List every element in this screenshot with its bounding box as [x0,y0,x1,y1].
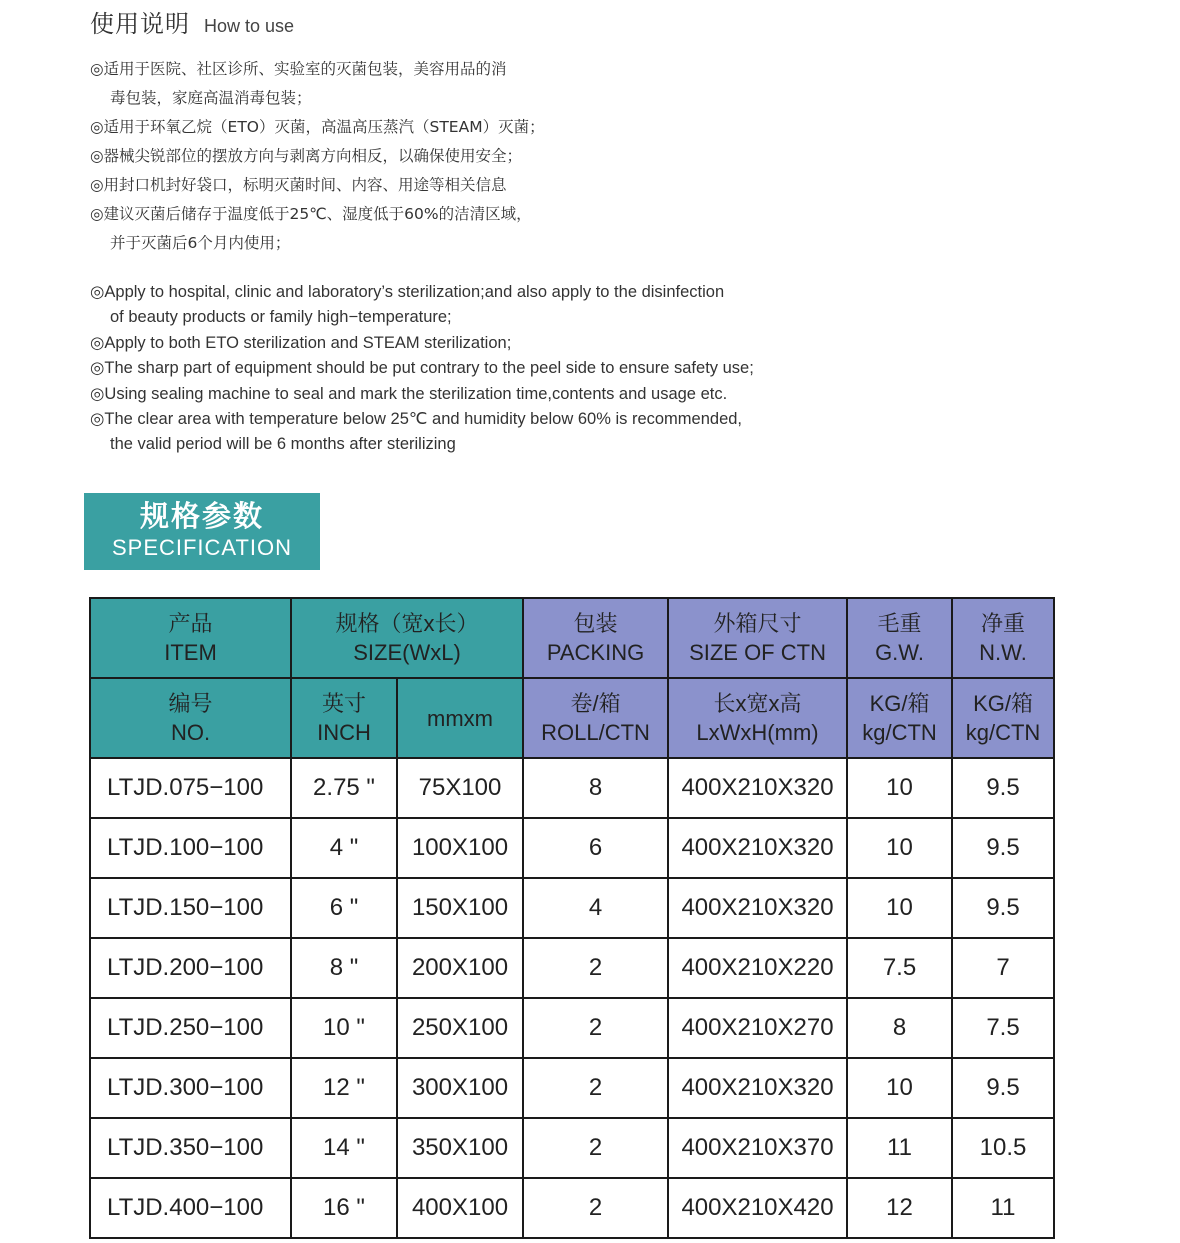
cell-roll: 2 [523,1178,668,1238]
table-row [90,938,1054,998]
cell-mm: 200X100 [397,938,523,998]
cell-roll: 6 [523,818,668,878]
cell-inch: 12 " [291,1058,397,1118]
cell-inch: 6 " [291,878,397,938]
bullet-icon: ◎ [90,60,104,78]
bullet-icon: ◎ [90,118,104,136]
cell-roll: 2 [523,998,668,1058]
instructions-en [90,280,910,458]
col-header-mm: mmxm [397,678,523,758]
cell-mm: 75X100 [397,758,523,818]
cell-inch: 16 " [291,1178,397,1238]
bullet-icon: ◎ [90,333,105,352]
bullet-icon: ◎ [90,384,105,403]
cell-no: LTJD.100−100 [90,818,291,878]
cell-nw: 7 [952,938,1054,998]
list-item: ◎The clear area with temperature below 25℃ and humidity below 60% is recommended, the valid period will be 6 months after sterilizing [90,410,743,454]
cell-roll: 2 [523,938,668,998]
cell-ctn: 400X210X320 [668,878,847,938]
cell-inch: 2.75 " [291,758,397,818]
list-item: ◎适用于医院、社区诊所、实验室的灭菌包装，美容用品的消 毒包装，家庭高温消毒包装； [90,60,507,107]
table-body [90,758,1054,1238]
header-row-2 [90,678,1054,758]
cell-gw: 8 [847,998,952,1058]
cell-roll: 2 [523,1118,668,1178]
cell-nw: 9.5 [952,1058,1054,1118]
col-header-gw-unit: KG/箱 kg/CTN [847,678,952,758]
title-zh: 使用说明 [90,10,190,38]
cell-gw: 10 [847,818,952,878]
cell-nw: 11 [952,1178,1054,1238]
col-header-nw: 净重 N.W. [952,598,1054,678]
cell-ctn: 400X210X370 [668,1118,847,1178]
cell-mm: 150X100 [397,878,523,938]
cell-mm: 400X100 [397,1178,523,1238]
col-header-gw: 毛重 G.W. [847,598,952,678]
bullet-icon: ◎ [90,283,105,301]
specification-banner [84,493,320,570]
cell-mm: 250X100 [397,998,523,1058]
specification-table [89,597,1055,1239]
cell-ctn: 400X210X420 [668,1178,847,1238]
cell-no: LTJD.200−100 [90,938,291,998]
cell-no: LTJD.400−100 [90,1178,291,1238]
cell-mm: 350X100 [397,1118,523,1178]
table-row [90,758,1054,818]
cell-inch: 4 " [291,818,397,878]
cell-roll: 8 [523,758,668,818]
cell-ctn: 400X210X320 [668,1058,847,1118]
bullet-icon: ◎ [90,359,105,378]
header-row-1 [90,598,1054,678]
col-header-no: 编号 NO. [90,678,291,758]
title-en: How to use [204,16,295,36]
spec-title-en: SPECIFICATION [111,535,293,560]
table-row [90,1118,1054,1178]
cell-gw: 10 [847,758,952,818]
cell-gw: 7.5 [847,938,952,998]
cell-no: LTJD.350−100 [90,1118,291,1178]
cell-inch: 14 " [291,1118,397,1178]
col-header-ctn: 外箱尺寸 SIZE OF CTN [668,598,847,678]
bullet-icon: ◎ [90,410,105,429]
col-header-roll: 卷/箱 ROLL/CTN [523,678,668,758]
col-header-nw-unit: KG/箱 kg/CTN [952,678,1054,758]
cell-gw: 10 [847,1058,952,1118]
list-item: ◎Using sealing machine to seal and mark the sterilization time,contents and usage etc. [90,384,728,403]
cell-roll: 4 [523,878,668,938]
cell-nw: 9.5 [952,818,1054,878]
cell-no: LTJD.075−100 [90,758,291,818]
instructions-zh [90,55,790,258]
cell-mm: 100X100 [397,818,523,878]
table-row [90,818,1054,878]
cell-ctn: 400X210X320 [668,758,847,818]
cell-ctn: 400X210X220 [668,938,847,998]
cell-gw: 10 [847,878,952,938]
cell-inch: 10 " [291,998,397,1058]
cell-nw: 9.5 [952,878,1054,938]
list-item: ◎Apply to hospital, clinic and laboratory’s sterilization;and also apply to the disinfection of beauty products or family high−temperature; [90,283,725,327]
cell-inch: 8 " [291,938,397,998]
cell-gw: 11 [847,1118,952,1178]
cell-nw: 9.5 [952,758,1054,818]
cell-mm: 300X100 [397,1058,523,1118]
table-row [90,998,1054,1058]
list-item: ◎器械尖锐部位的摆放方向与剥离方向相反，以确保使用安全； [90,147,523,165]
list-item: ◎用封口机封好袋口，标明灭菌时间、内容、用途等相关信息 [90,176,507,194]
table-row [90,1058,1054,1118]
cell-nw: 7.5 [952,998,1054,1058]
cell-ctn: 400X210X270 [668,998,847,1058]
table-row [90,878,1054,938]
bullet-icon: ◎ [90,176,104,194]
cell-no: LTJD.150−100 [90,878,291,938]
list-item: ◎The sharp part of equipment should be put contrary to the peel side to ensure safety use; [90,359,754,378]
bullet-icon: ◎ [90,147,104,165]
cell-gw: 12 [847,1178,952,1238]
cell-nw: 10.5 [952,1118,1054,1178]
col-header-inch: 英寸 INCH [291,678,397,758]
col-header-item: 产品 ITEM [90,598,291,678]
spec-title-zh: 规格参数 [139,499,264,533]
list-item: ◎Apply to both ETO sterilization and STEAM sterilization; [90,333,512,352]
cell-roll: 2 [523,1058,668,1118]
page-title [90,4,294,39]
cell-no: LTJD.250−100 [90,998,291,1058]
col-header-dim: 长x宽x高 LxWxH(mm) [668,678,847,758]
table-row [90,1178,1054,1238]
cell-no: LTJD.300−100 [90,1058,291,1118]
cell-ctn: 400X210X320 [668,818,847,878]
col-header-packing: 包装 PACKING [523,598,668,678]
bullet-icon: ◎ [90,205,104,223]
col-header-size: 规格（宽x长） SIZE(WxL) [291,598,523,678]
list-item: ◎适用于环氧乙烷（ETO）灭菌，高温高压蒸汽（STEAM）灭菌； [90,118,545,136]
list-item: ◎建议灭菌后储存于温度低于25℃、湿度低于60%的洁清区域， 并于灭菌后6个月内使用； [90,205,532,252]
